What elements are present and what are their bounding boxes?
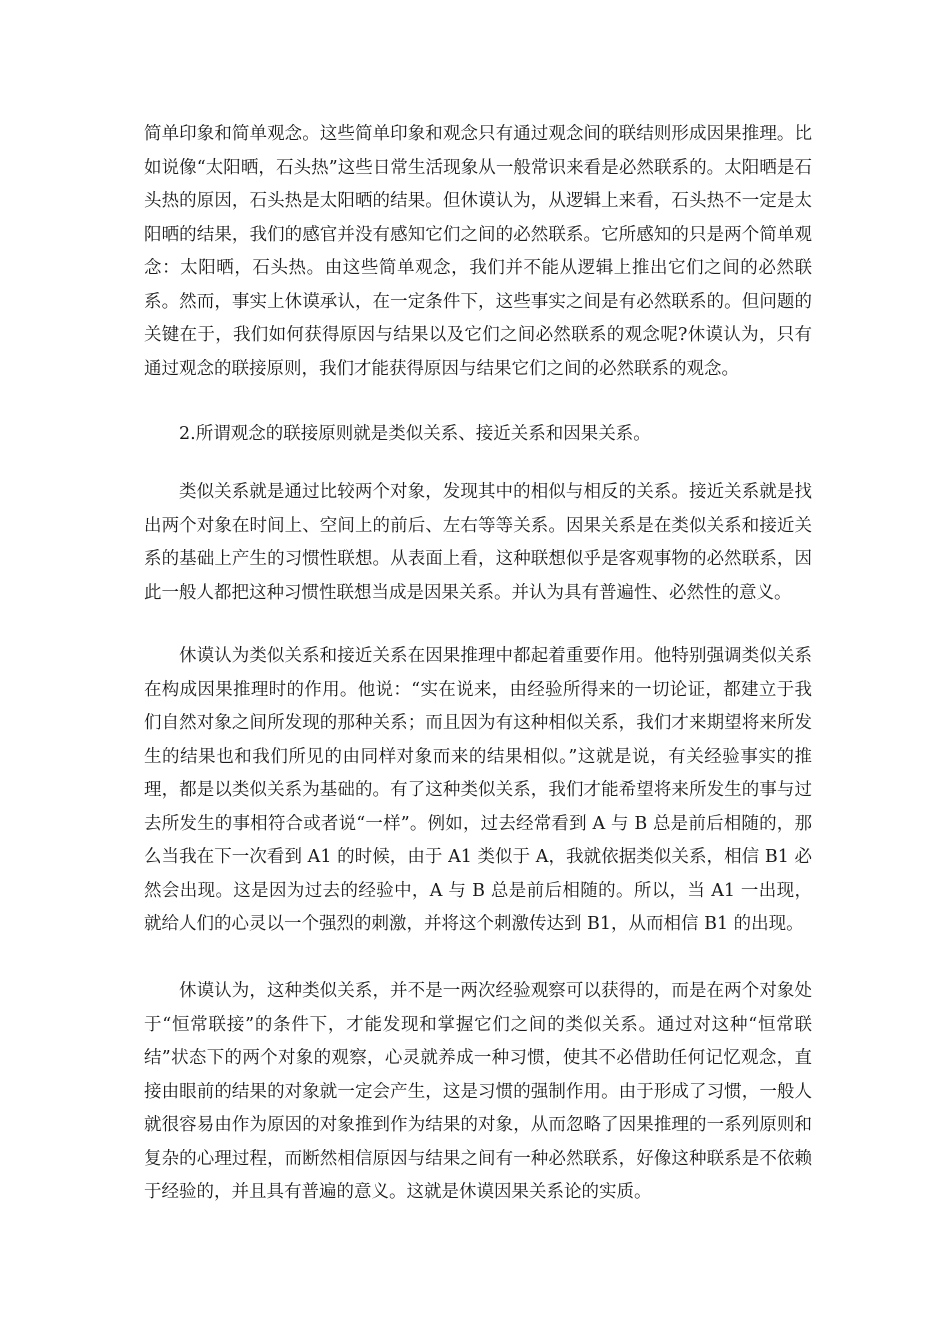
paragraph-4: 休谟认为类似关系和接近关系在因果推理中都起着重要作用。他特别强调类似关系在构成因果推理时的作用。他说：“实在说来，由经验所得来的一切论证，都建立于我们自然对象之间所发现的那种关系；而且因为有这种相似关系，我们才来期望将来所发生的结果也和我们所见的由同样对象而来的结果相似。”这就是说，有关经验事实的推理，都是以类似关系为基础的。有了这种类似关系，我们才能希望将来所发生的事与过去所发生的事相符合或者说“一样”。例如，过去经常看到 A 与 B 总是前后相随的，那么当我在下一次看到 A1 的时候，由于 A1 类似于 A，我就依据类似关系，相信 B1 必然会出现。这是因为过去的经验中，A 与 B 总是前后相随的。所以，当 A1 一出现，就给人们的心灵以一个强烈的刺激，并将这个刺激传达到 B1，从而相信 B1 的出现。 <box>144 646 812 934</box>
paragraph-2-heading: 2.所谓观念的联接原则就是类似关系、接近关系和因果关系。 <box>179 424 651 444</box>
body-text-block <box>144 118 812 386</box>
body-text-block <box>144 418 812 452</box>
body-text-block <box>144 476 812 610</box>
paragraph-1: 简单印象和简单观念。这些简单印象和观念只有通过观念间的联结则形成因果推理。比如说像“太阳晒，石头热”这些日常生活现象从一般常识来看是必然联系的。太阳晒是石头热的原因，石头热是太阳晒的结果。但休谟认为，从逻辑上来看，石头热不一定是太阳晒的结果，我们的感官并没有感知它们之间的必然联系。它所感知的只是两个简单观念：太阳晒，石头热。由这些简单观念，我们并不能从逻辑上推出它们之间的必然联系。然而，事实上休谟承认，在一定条件下，这些事实之间是有必然联系的。但问题的关键在于，我们如何获得原因与结果以及它们之间必然联系的观念呢?休谟认为，只有通过观念的联接原则，我们才能获得原因与结果它们之间的必然联系的观念。 <box>144 124 812 379</box>
body-text-block <box>144 640 812 942</box>
paragraph-5: 休谟认为，这种类似关系，并不是一两次经验观察可以获得的，而是在两个对象处于“恒常联接”的条件下，才能发现和掌握它们之间的类似关系。通过对这种“恒常联结”状态下的两个对象的观察，心灵就养成一种习惯，使其不必借助任何记忆观念，直接由眼前的结果的对象就一定会产生，这是习惯的强制作用。由于形成了习惯，一般人就很容易由作为原因的对象推到作为结果的对象，从而忽略了因果推理的一系列原则和复杂的心理过程，而断然相信原因与结果之间有一种必然联系，好像这种联系是不依赖于经验的，并且具有普遍的意义。这就是休谟因果关系论的实质。 <box>144 981 812 1202</box>
paragraph-3: 类似关系就是通过比较两个对象，发现其中的相似与相反的关系。接近关系就是找出两个对象在时间上、空间上的前后、左右等等关系。因果关系是在类似关系和接近关系的基础上产生的习惯性联想。从表面上看，这种联想似乎是客观事物的必然联系，因此一般人都把这种习惯性联想当成是因果关系。并认为具有普遍性、必然性的意义。 <box>144 482 812 603</box>
body-text-block <box>144 975 812 1210</box>
